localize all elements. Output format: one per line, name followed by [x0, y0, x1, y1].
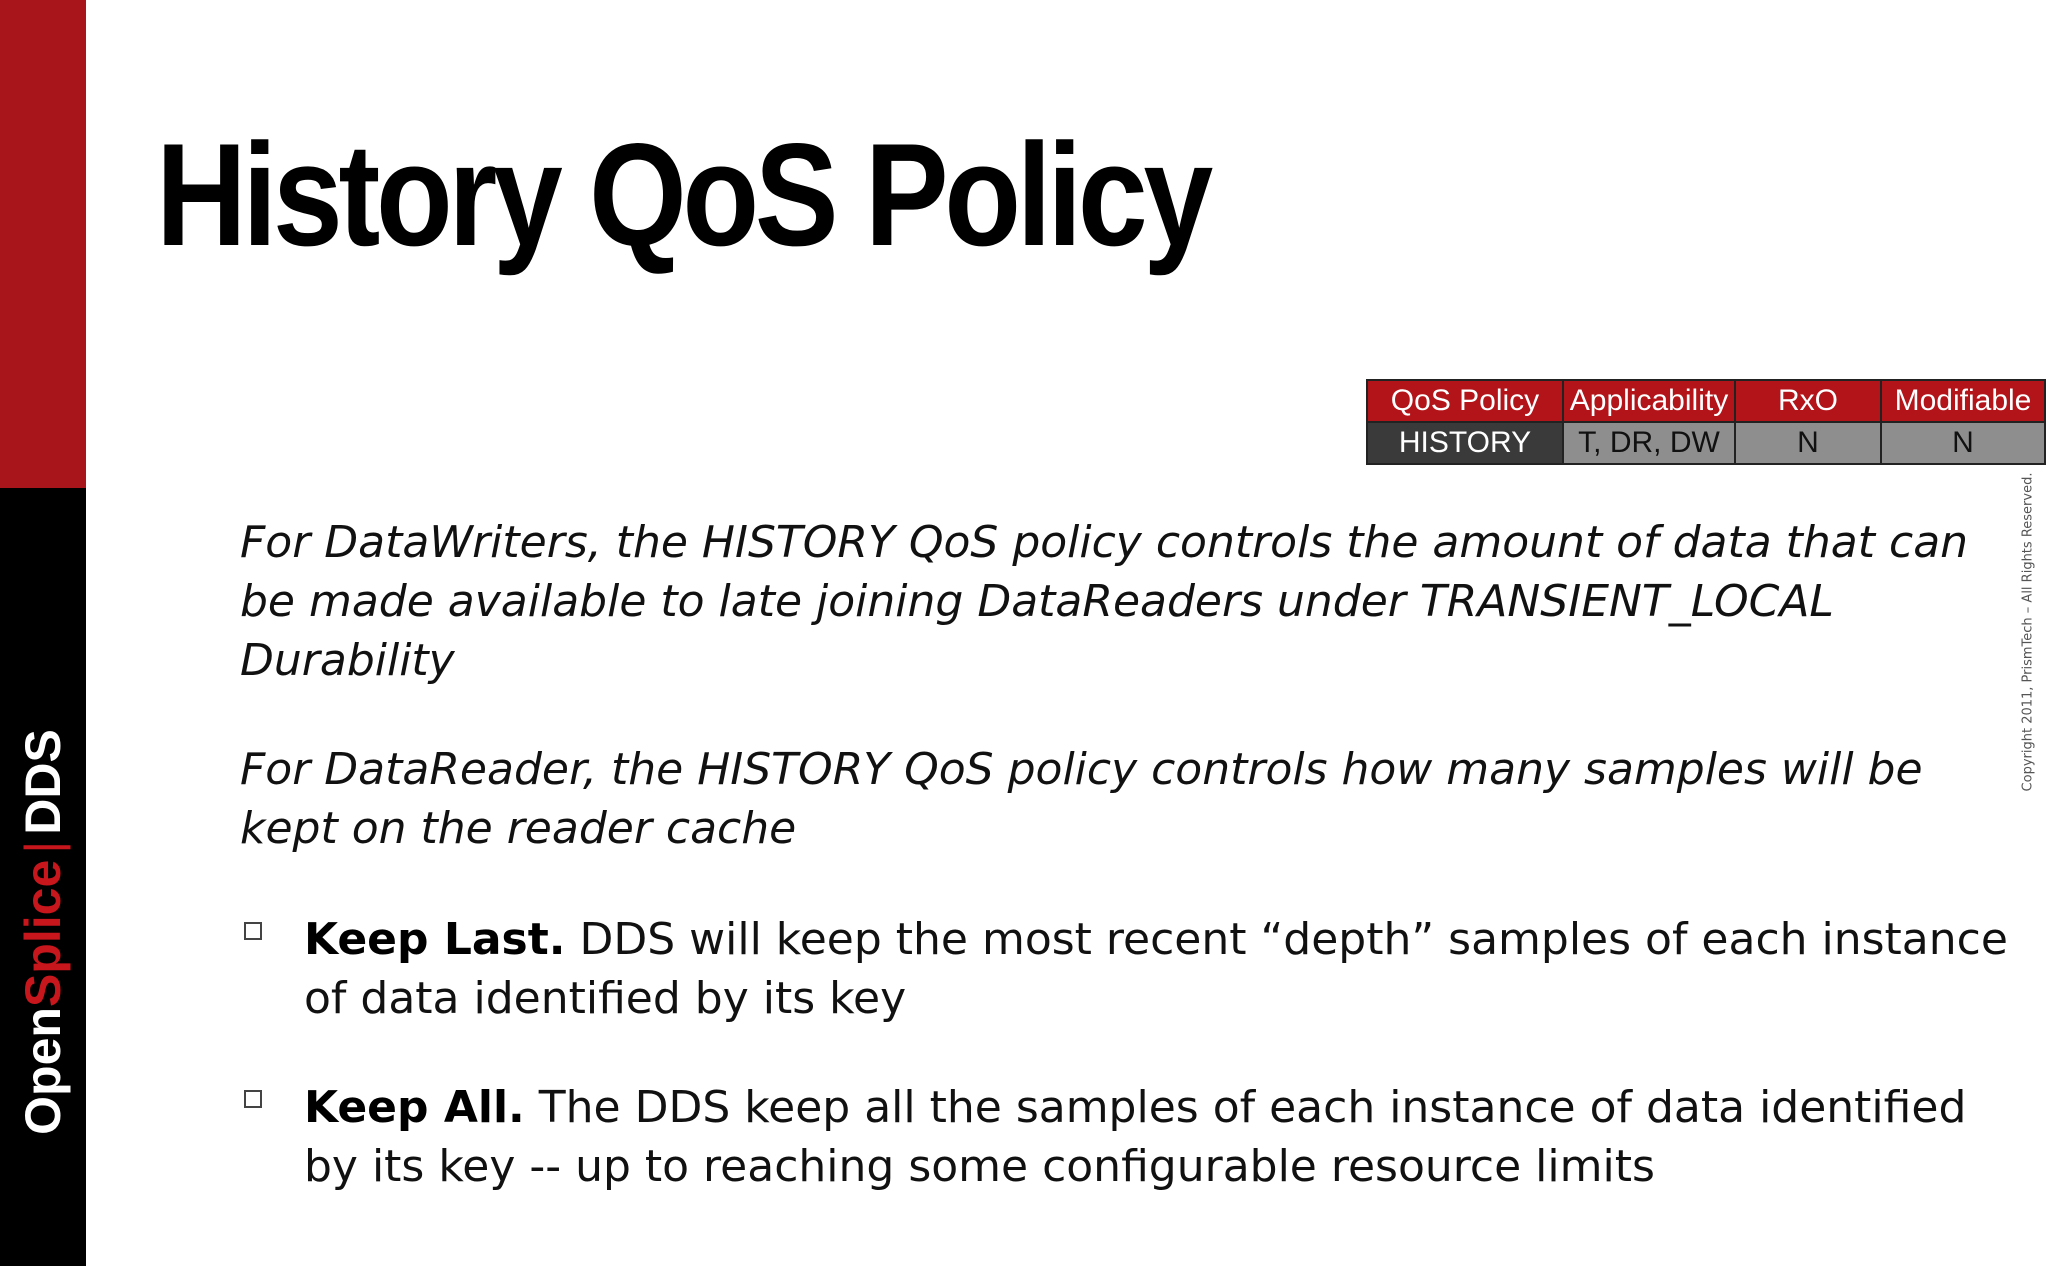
- brand-splice-text: Splice: [15, 859, 71, 1008]
- bullet-body: DDS will keep the most recent “depth” samples of each instance of data identified by its key: [304, 914, 2008, 1024]
- cell-rxo: N: [1735, 422, 1881, 464]
- bullet-bold-label: Keep All.: [304, 1082, 525, 1133]
- square-bullet-icon: [244, 1090, 262, 1108]
- bullet-text: [304, 910, 2024, 1028]
- table-header-row: [1367, 380, 2045, 422]
- bullet-text: [304, 1078, 2024, 1196]
- cell-qos-policy: HISTORY: [1367, 422, 1563, 464]
- cell-applicability: T, DR, DW: [1563, 422, 1735, 464]
- bullet-body: The DDS keep all the samples of each instance of data identified by its key -- up to reaching some configurable resource limits: [304, 1082, 1967, 1192]
- cell-modifiable: N: [1881, 422, 2045, 464]
- square-bullet-icon: [244, 922, 262, 940]
- header-applicability: Applicability: [1563, 380, 1735, 422]
- copyright-notice: Copyright 2011, PrismTech – All Rights Reserved.: [2020, 472, 2036, 792]
- paragraph-datareader: For DataReader, the HISTORY QoS policy controls how many samples will be kept on the reader cache: [240, 744, 1923, 854]
- sidebar-red-band: [0, 0, 86, 488]
- header-modifiable: Modifiable: [1881, 380, 2045, 422]
- header-qos-policy: QoS Policy: [1367, 380, 1563, 422]
- paragraph-datawriters: For DataWriters, the HISTORY QoS policy controls the amount of data that can be made available to late joining DataReaders under TRANSIENT_LOCAL Durability: [240, 517, 1969, 686]
- brand-dds-text: DDS: [15, 729, 71, 835]
- bullet-bold-label: Keep Last.: [304, 914, 566, 965]
- header-rxo: RxO: [1735, 380, 1881, 422]
- table-row: [1367, 422, 2045, 464]
- brand-separator: |: [15, 840, 71, 854]
- brand-open-text: Open: [15, 1007, 71, 1135]
- slide-title: History QoS Policy: [156, 113, 1209, 276]
- qos-policy-table: [1366, 379, 2046, 465]
- brand-logo: [15, 729, 71, 1135]
